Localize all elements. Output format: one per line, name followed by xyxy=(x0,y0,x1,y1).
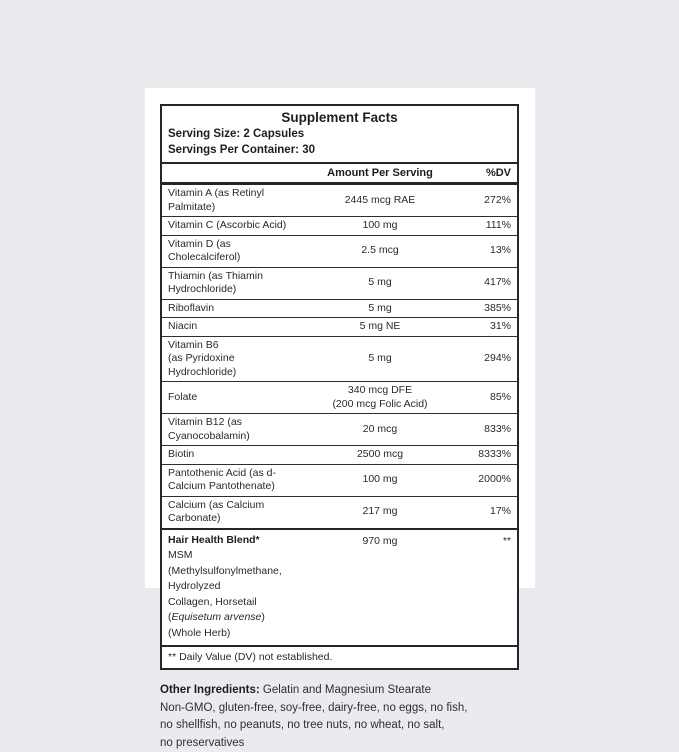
facts-header-block xyxy=(162,106,517,164)
nutrient-dv: 272% xyxy=(455,194,511,208)
nutrient-name: Vitamin D (as Cholecalciferol) xyxy=(168,238,305,265)
nutrient-dv: 833% xyxy=(455,423,511,437)
nutrient-row xyxy=(162,185,517,216)
nutrient-dv: 13% xyxy=(455,244,511,258)
nutrient-row xyxy=(162,413,517,445)
nutrient-amount: 5 mg xyxy=(305,302,455,316)
nutrient-name: Niacin xyxy=(168,320,305,334)
nutrient-dv: 17% xyxy=(455,505,511,519)
facts-title: Supplement Facts xyxy=(168,108,511,127)
nutrient-row xyxy=(162,496,517,528)
nutrient-name-line-2: (as Pyridoxine Hydrochloride) xyxy=(168,352,305,379)
serving-size: Serving Size: 2 Capsules xyxy=(168,127,511,143)
nutrient-name: Folate xyxy=(168,391,305,405)
nutrient-name: Vitamin B12 (as Cyanocobalamin) xyxy=(168,416,305,443)
nutrient-amount: 2.5 mcg xyxy=(305,244,455,258)
nutrient-name xyxy=(168,339,305,380)
nutrient-amount: 20 mcg xyxy=(305,423,455,437)
servings-per-container: Servings Per Container: 30 xyxy=(168,143,511,159)
nutrient-dv: 385% xyxy=(455,302,511,316)
blend-title: Hair Health Blend* xyxy=(168,533,305,549)
blend-section xyxy=(162,528,517,646)
dv-footnote: ** Daily Value (DV) not established. xyxy=(162,645,517,668)
nutrient-amount: 5 mg NE xyxy=(305,320,455,334)
blend-latin-name: Equisetum arvense xyxy=(172,611,262,623)
nutrient-amount-line-1: 340 mcg DFE xyxy=(305,384,455,398)
supplement-facts-table xyxy=(160,104,519,670)
blend-amount: 970 mg xyxy=(305,533,455,642)
nutrient-amount: 100 mg xyxy=(305,219,455,233)
nutrient-name: Vitamin C (Ascorbic Acid) xyxy=(168,219,305,233)
column-header-dv: %DV xyxy=(455,167,511,179)
nutrient-row xyxy=(162,317,517,336)
blend-desc-line-2: Collagen, Horsetail (Equisetum arvense) xyxy=(168,595,305,626)
blend-desc-line-1: MSM (Methylsulfonylmethane, Hydrolyzed xyxy=(168,548,305,595)
nutrient-dv: 417% xyxy=(455,276,511,290)
nutrient-name: Pantothenic Acid (as d-Calcium Pantothenate) xyxy=(168,467,305,494)
nutrient-row xyxy=(162,445,517,464)
nutrient-name: Calcium (as Calcium Carbonate) xyxy=(168,499,305,526)
blend-desc-line-3: (Whole Herb) xyxy=(168,626,305,642)
allergen-line-2: no shellfish, no peanuts, no tree nuts, no wheat, no salt, xyxy=(160,717,490,735)
nutrient-amount xyxy=(305,384,455,411)
nutrient-amount: 217 mg xyxy=(305,505,455,519)
nutrient-dv: 85% xyxy=(455,391,511,405)
blend-dv: ** xyxy=(455,533,511,642)
allergen-line-3: no preservatives xyxy=(160,735,490,752)
nutrient-amount-line-2: (200 mcg Folic Acid) xyxy=(305,398,455,412)
nutrient-row xyxy=(162,216,517,235)
nutrient-row xyxy=(162,299,517,318)
column-header-amount: Amount Per Serving xyxy=(305,167,455,179)
nutrient-amount: 5 mg xyxy=(305,352,455,366)
blend-description xyxy=(168,533,305,642)
allergen-line-1: Non-GMO, gluten-free, soy-free, dairy-free, no eggs, no fish, xyxy=(160,700,490,718)
nutrient-dv: 111% xyxy=(455,219,511,233)
nutrient-amount: 100 mg xyxy=(305,473,455,487)
column-header-row xyxy=(162,164,517,185)
nutrient-row xyxy=(162,336,517,382)
other-ingredients-line: Other Ingredients: Gelatin and Magnesium Stearate xyxy=(160,682,490,700)
facts-rows xyxy=(162,185,517,528)
nutrient-name: Thiamin (as Thiamin Hydrochloride) xyxy=(168,270,305,297)
other-ingredients-label: Other Ingredients: xyxy=(160,684,260,696)
nutrient-dv: 2000% xyxy=(455,473,511,487)
nutrient-amount: 2500 mcg xyxy=(305,448,455,462)
nutrient-dv: 8333% xyxy=(455,448,511,462)
nutrient-row xyxy=(162,381,517,413)
nutrient-amount: 5 mg xyxy=(305,276,455,290)
other-ingredients-section xyxy=(160,682,490,752)
nutrient-dv: 31% xyxy=(455,320,511,334)
nutrient-name: Riboflavin xyxy=(168,302,305,316)
nutrient-amount: 2445 mcg RAE xyxy=(305,194,455,208)
nutrient-name: Vitamin A (as Retinyl Palmitate) xyxy=(168,187,305,214)
nutrient-name: Biotin xyxy=(168,448,305,462)
nutrient-row xyxy=(162,235,517,267)
nutrient-row xyxy=(162,267,517,299)
nutrient-dv: 294% xyxy=(455,352,511,366)
nutrient-row xyxy=(162,464,517,496)
supplement-label-card xyxy=(145,88,535,588)
nutrient-name-line-1: Vitamin B6 xyxy=(168,339,305,353)
